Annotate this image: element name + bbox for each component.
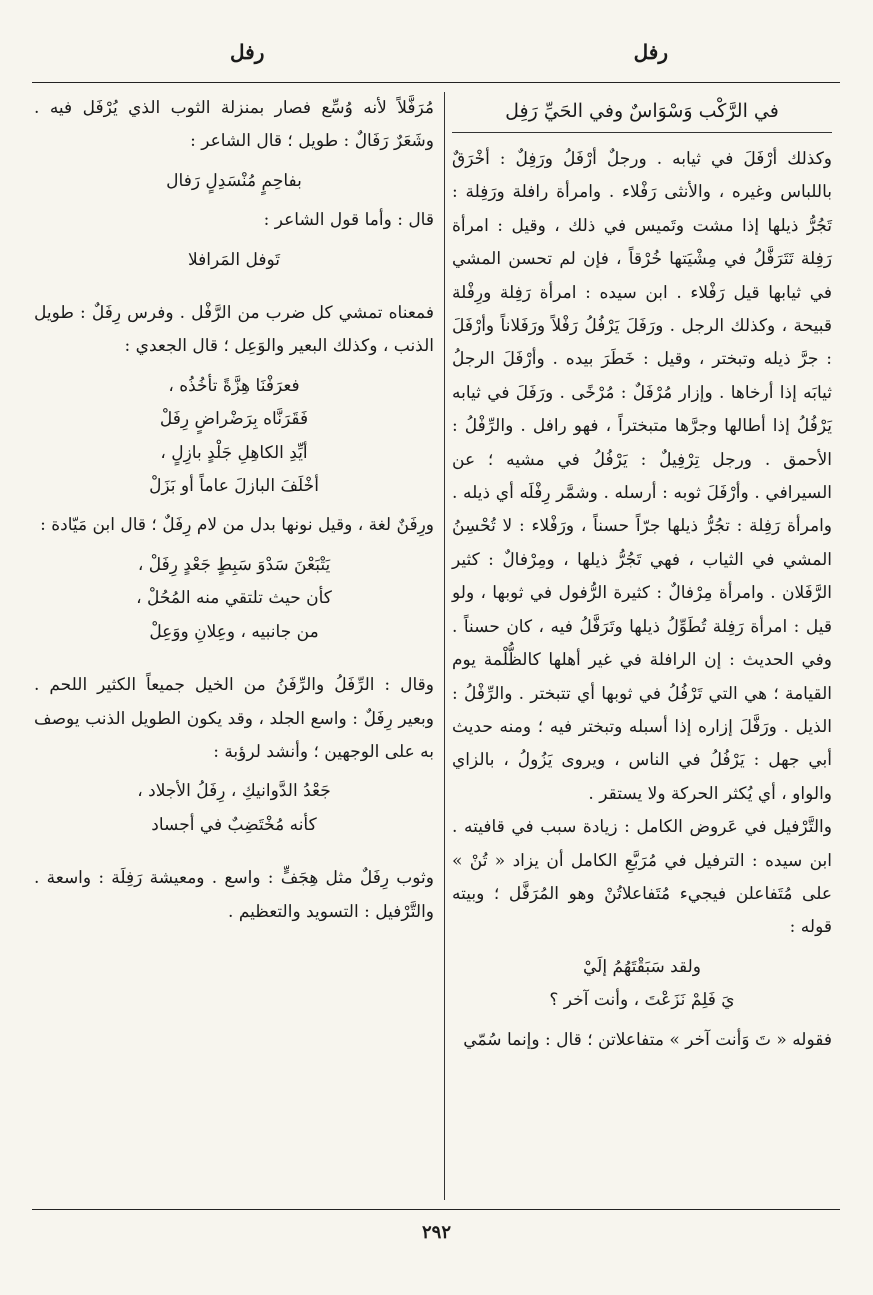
left-verse-5: [34, 775, 434, 842]
left-verse-3-line-4: أخْلَفَ البازلَ عاماً أو بَزَلْ: [149, 476, 319, 497]
right-column: [452, 92, 832, 1057]
left-verse-4: [34, 549, 434, 649]
left-column: [34, 92, 434, 929]
left-verse-3: [34, 370, 434, 504]
right-verse: [452, 951, 832, 1018]
left-verse-5-line-1: جَعْدُ الدَّوانيكِ ، رِفَلُ الأجلاد ،: [137, 781, 331, 802]
footer-rule: [32, 1209, 840, 1210]
left-paragraph-2: قال : وأما قول الشاعر :: [263, 210, 434, 231]
left-verse-1-line: بفاحِمٍ مُنْسَدِلٍ رَفال: [166, 170, 302, 191]
left-verse-3-line-3: أيِّدِ الكاهِلِ جَلْدٍ بازِلٍ ،: [160, 442, 308, 463]
column-divider: [444, 92, 445, 1200]
header-right-word: رفل: [633, 40, 668, 64]
left-verse-2: [34, 244, 434, 277]
spacer: [34, 283, 434, 297]
header-rule: [32, 82, 840, 83]
spacer: [34, 848, 434, 862]
left-verse-3-line-1: فعرَفْنَا هِزَّةً تأخُذُه ،: [168, 375, 300, 396]
left-verse-4-line-3: من جانبيه ، وعِلانِ ووَعِلْ: [149, 621, 319, 642]
page-header: [30, 28, 843, 78]
page-number: ٢٩٢: [421, 1222, 451, 1243]
right-paragraph-2: والتَّرْفيل في عَروض الكامل : زيادة سبب في قافيته . ابن سيده : الترفيل في مُرَبَّعِ الكامل أن يزاد « تُنْ » على مُتَفاعلن فيجيء مُتَفاعلاتُنْ وهو المُرَفَّل ؛ وبيته قوله :: [452, 817, 832, 938]
right-column-heading: في الرَّكْب وَسْوَاسٌ وفي الحَيِّ رَفِل: [452, 96, 832, 133]
left-verse-4-line-2: كأن حيث تلتقي منه المُحُلْ ،: [136, 588, 332, 609]
right-closing-line: فقوله « تَ وَأنت آخر » متفاعلاتن ؛ قال : وإنما سُمّي: [463, 1029, 832, 1050]
left-verse-4-line-1: يَتْبَعْنَ سَدْوَ سَبِطٍ جَعْدٍ رِفَلْ ،: [137, 554, 331, 575]
left-paragraph-4: ورِفَنٌ لغة ، وقيل نونها بدل من لام رِفَلٌ ؛ قال ابن مَيّادة :: [40, 515, 434, 536]
left-paragraph-5: وقال : الرِّفَلُ والرِّفَنُ من الخيل جميعاً الكثير اللحم . وبعير رِفَلٌ : واسع الجلد ، وقد يكون الطويل الذنب يوصف به على الوجهين ؛ وأنشد لرؤبة :: [34, 675, 434, 762]
left-paragraph-3: فمعناه تمشي كل ضرب من الرَّفْل . وفرس رِفَلٌ : طويل الذنب ، وكذلك البعير والوَعِل ؛ قال الجعدي :: [34, 303, 434, 357]
left-paragraph-1: مُرَفَّلاً لأنه وُسِّع فصار بمنزلة الثوب الذي يُرْفَل فيه . وشَعَرٌ رَفَالٌ : طويل ؛ قال الشاعر :: [34, 98, 434, 152]
spacer: [34, 655, 434, 669]
left-verse-1: [34, 165, 434, 198]
left-paragraph-6: وثوب رِفَلٌ مثل هِجَفٍّ : واسع . ومعيشة رَفِلَة : واسعة . والتَّرْفيل : التسويد والتعظيم .: [34, 868, 434, 922]
left-verse-5-line-2: كأنه مُخْتَضِبٌ في أجساد: [151, 814, 317, 835]
right-verse-line-2: يَ فَلِمْ نَزَعْتَ ، وأنت آخر ؟: [549, 990, 735, 1011]
left-verse-2-line: تَوفل المَرافلا: [187, 249, 281, 270]
left-verse-3-line-2: فَقَرَنَّاه بِرَضْراضٍ رِفَلْ: [159, 409, 309, 430]
right-verse-line-1: ولقد سَبَقْتَهُمُ إلَيْ: [582, 956, 702, 977]
header-left-word: رفل: [230, 40, 265, 64]
right-paragraph-1: وكذلك أرْفَلَ في ثيابه . ورجلٌ أرْفَلُ ورَفِلٌ : أخْرَقٌ باللباس وغيره ، والأنثى رَفْلاء . وامرأة رافلة ورَفِلة : تَجُرُّ ذيلها إذا مشت وتَميس في ذلك ، وقيل : امرأة رَفِلة تَتَرَفَّلُ في مِشْيَتها خُرْقاً ، فإن لم تحسن المشي في ثيابها قيل رَفْلاء . ابن سيده : امرأة رَفِلة ورِفْلة قبيحة ، وكذلك الرجل . ورَفَلَ يَرْفُلُ رَفْلاً ورَفَلاناً وأرْفَلَ : جرَّ ذيله وتبختر ، وقيل : خَطَرَ بيده . وأرْفَلَ الرجلُ ثيابَه إذا أرخاها . وإزار مُرْفَلٌ : مُرْخًى . ورَفَلَ في ثيابه يَرْفُلُ إذا أطالها وجرَّها متبختراً ، فهو رافل . والرِّفْلُ : الأحمق . ورجل تِرْفِيلٌ : يَرْفُلُ في مشيه ؛ عن السيرافي . وأرْفَلَ ثوبه : أرسله . وشمَّر رِفْلَه أي ذيله . وامرأة رَفِلة : تجُرُّ ذيلها جرّاً حسناً ، ورَفْلاء : لا تُحْسِنُ المشي في الثياب ، فهي تَجُرُّ ذيلها ، ومِرْفالٌ : كثير الرَّفَلان . وامرأة مِرْفالٌ : كثيرة الرُّفول في ثوبها ، ولو قيل : امرأة رَفِلة تُطَوِّلُ ذيلها وتَرَفَّلُ فيه ، كان حسناً . وفي الحديث : إن الرافلة في غير أهلها كالظُّلْمة يوم القيامة ؛ هي التي تَرْفُلُ في ثوبها أي تتبختر . والرِّفْلُ : الذيل . ورَفَّلَ إزاره إذا أسبله وتبختر فيه ؛ ومنه حديث أبي جهل : يَرْفُلُ في الناس ، ويروى يَزُولُ ، بالزاي والواو ، أي يُكثر الحركة ولا يستقر .: [452, 149, 832, 804]
